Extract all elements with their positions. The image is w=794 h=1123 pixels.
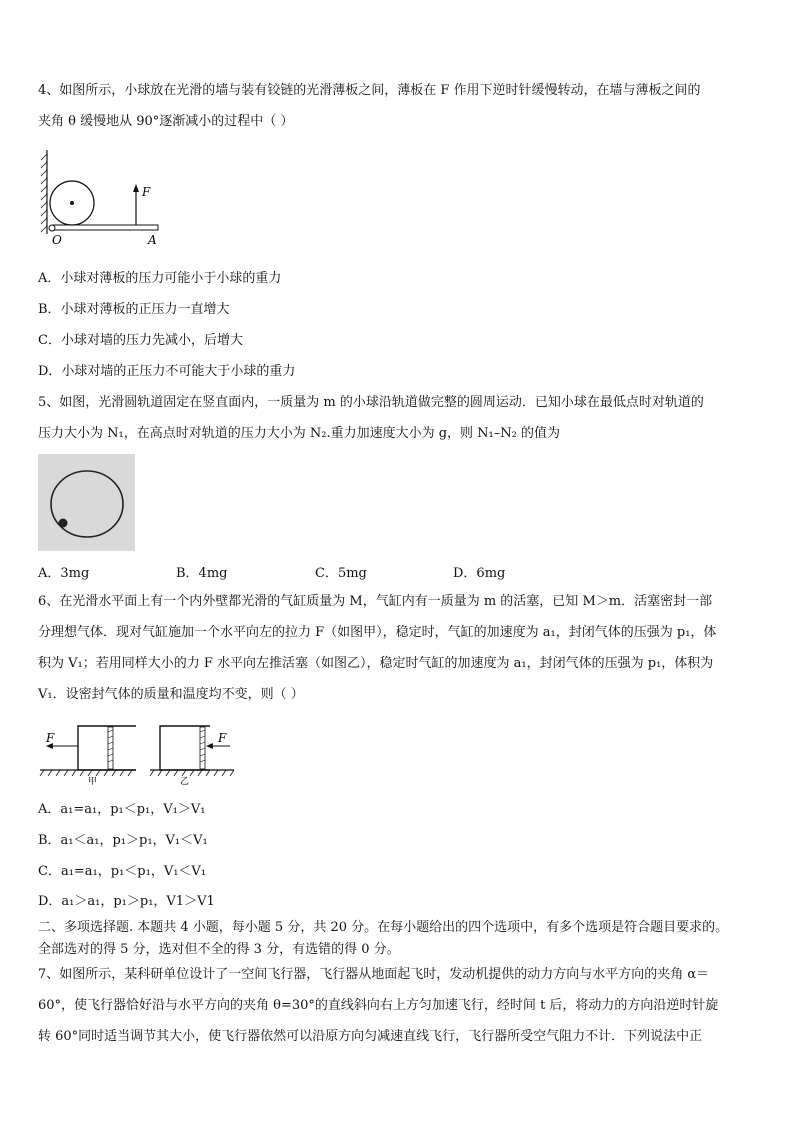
q4-stem-line1: 4、如图所示，小球放在光滑的墙与装有铰链的光滑薄板之间，薄板在 F 作用下逆时针缓慢转动，在墙与薄板之间的 (38, 83, 701, 98)
q7-stem-line1: 7、如图所示，某科研单位设计了一空间飞行器，飞行器从地面起飞时，发动机提供的动力方向与水平方向的夹角 α＝ (38, 967, 710, 982)
q4-figure (38, 148, 168, 248)
section2-heading-line2: 全部选对的得 5 分，选对但不全的得 3 分，有选错的得 0 分。 (38, 942, 400, 957)
q6-figure (38, 718, 238, 790)
q5-option-a: A．3mg (38, 566, 90, 581)
q4-stem-line2: 夹角 θ 缓慢地从 90°逐渐减小的过程中（ ） (38, 114, 294, 129)
label-yi: 乙 (180, 777, 190, 787)
q5-option-b: B．4mg (176, 566, 228, 581)
small-ball (59, 519, 68, 528)
label-F: F (142, 185, 151, 199)
q4-option-c: C．小球对墙的压力先减小，后增大 (38, 333, 243, 348)
label-O: O (52, 233, 62, 247)
q6-option-a: A．a₁=a₁，p₁＜p₁，V₁＞V₁ (38, 802, 206, 817)
hinge (49, 225, 55, 231)
label-F-jia: F (46, 731, 55, 745)
q4-option-d: D．小球对墙的正压力不可能大于小球的重力 (38, 364, 296, 379)
q5-stem-line1: 5、如图，光滑圆轨道固定在竖直面内，一质量为 m 的小球沿轨道做完整的圆周运动．已知小球在最低点时对轨道的 (38, 395, 704, 410)
q6-stem-line1: 6、在光滑水平面上有一个内外壁都光滑的气缸质量为 M，气缸内有一质量为 m 的活塞，已知 M＞m．活塞密封一部 (38, 594, 713, 609)
q5-figure-photo (38, 454, 135, 551)
q5-option-c: C．5mg (315, 566, 367, 581)
q6-stem-line4: V₁．设密封气体的质量和温度均不变，则（ ） (38, 687, 304, 702)
q6-stem-line2: 分理想气体．现对气缸施加一个水平向左的拉力 F（如图甲），稳定时，气缸的加速度为 a₁，封闭气体的压强为 p₁，体 (38, 625, 717, 640)
label-F-yi: F (218, 731, 227, 745)
label-A: A (148, 233, 157, 247)
q4-option-b: B．小球对薄板的正压力一直增大 (38, 302, 230, 317)
q6-stem-line3: 积为 V₁；若用同样大小的力 F 水平向左推活塞（如图乙），稳定时气缸的加速度为 a₁，封闭气体的压强为 p₁，体积为 (38, 656, 714, 671)
q7-stem-line3: 转 60°同时适当调节其大小，使飞行器依然可以沿原方向匀减速直线飞行，飞行器所受空气阻力不计．下列说法中正 (38, 1029, 703, 1044)
label-jia: 甲 (88, 777, 98, 787)
cylinder-jia (78, 726, 136, 770)
q5-stem-line2: 压力大小为 N₁，在高点时对轨道的压力大小为 N₂.重力加速度大小为 g，则 N₁–N₂ 的值为 (38, 426, 560, 441)
q7-stem-line2: 60°，使飞行器恰好沿与水平方向的夹角 θ=30°的直线斜向右上方匀加速飞行，经时间 t 后，将动力的方向沿逆时针旋 (38, 998, 719, 1013)
board (52, 225, 158, 230)
q4-option-a: A．小球对薄板的压力可能小于小球的重力 (38, 271, 282, 286)
q6-option-d: D．a₁＞a₁，p₁＞p₁，V1＞V1 (38, 894, 215, 909)
q6-option-c: C．a₁=a₁，p₁＜p₁，V₁＜V₁ (38, 864, 207, 879)
q6-option-b: B．a₁＜a₁，p₁＞p₁，V₁＜V₁ (38, 833, 208, 848)
q5-option-d: D．6mg (453, 566, 506, 581)
section2-heading-line1: 二、多项选择题. 本题共 4 小题，每小题 5 分，共 20 分。在每小题给出的四个选项中，有多个选项是符合题目要求的。 (38, 920, 729, 935)
